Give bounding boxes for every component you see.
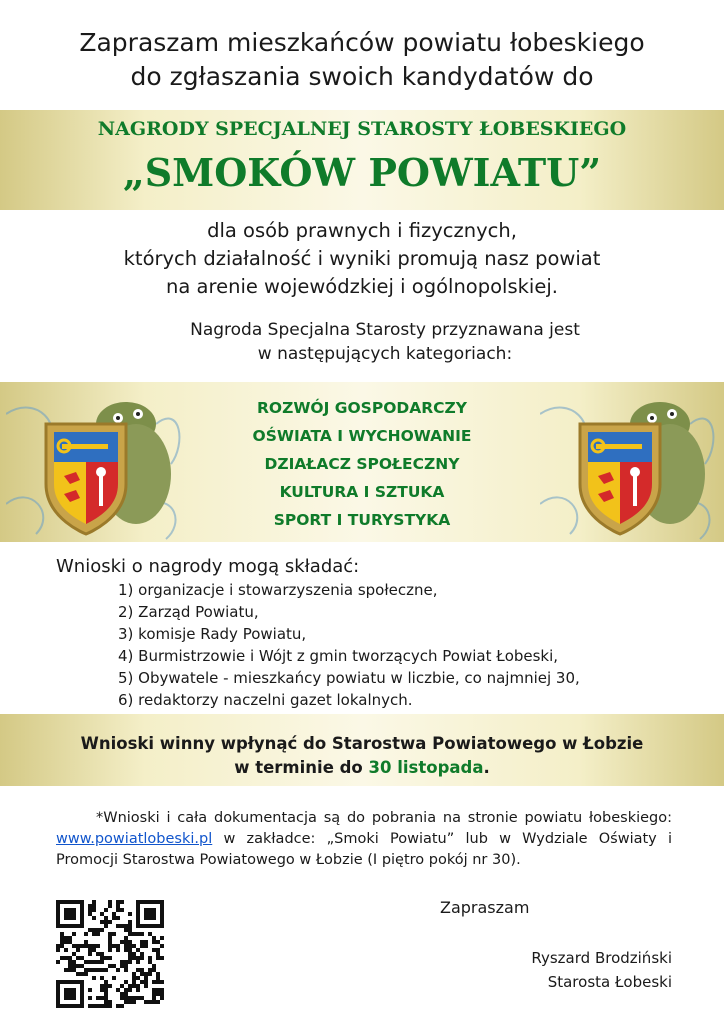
list-item: 2) Zarząd Powiatu,: [118, 603, 259, 621]
applicants-heading: Wnioski o nagrody mogą składać:: [56, 556, 360, 577]
award-title: NAGRODY SPECJALNEJ STAROSTY ŁOBESKIEGO: [97, 118, 627, 140]
list-item: 5) Obywatele - mieszkańcy powiatu w liczbie, co najmniej 30,: [118, 669, 580, 687]
purpose-line-2: których działalność i wyniki promują nasz powiat: [123, 247, 601, 270]
list-item: 3) komisje Rady Powiatu,: [118, 625, 307, 643]
coat-of-arms-icon: [46, 424, 126, 534]
list-item: 6) redaktorzy naczelni gazet lokalnych.: [118, 691, 413, 709]
categories-intro-line-2: w następujących kategoriach:: [257, 344, 513, 364]
deadline-line-1: Wnioski winny wpłynąć do Starostwa Powiatowego w Łobzie: [80, 734, 644, 753]
deadline-line-2: [0, 756, 724, 780]
category-item: KULTURA I SZTUKA: [279, 483, 445, 501]
deadline-text: [0, 732, 724, 780]
dragon-emblem-right: [540, 384, 720, 544]
intro-text: [0, 26, 724, 94]
award-name: „SMOKÓW POWIATU”: [122, 150, 602, 195]
deadline-date: 30 listopada: [368, 758, 484, 777]
category-item: DZIAŁACZ SPOŁECZNY: [264, 455, 460, 473]
list-item: 4) Burmistrzowie i Wójt z gmin tworzących Powiat Łobeski,: [118, 647, 559, 665]
purpose-text: [0, 217, 724, 301]
purpose-line-3: na arenie wojewódzkiej i ogólnopolskiej.: [166, 275, 558, 298]
signature-invite: Zapraszam: [440, 898, 530, 917]
deadline-prefix: w terminie do: [234, 758, 369, 777]
signature-role: Starosta Łobeski: [547, 973, 672, 991]
deadline-suffix: .: [483, 758, 490, 777]
qr-code-icon: [56, 900, 164, 1008]
signature-name: Ryszard Brodziński: [531, 949, 672, 967]
note-text-1: *Wnioski i cała dokumentacja są do pobrania na stronie powiatu łobeskiego:: [96, 810, 672, 826]
signature-block: [490, 946, 672, 994]
website-link[interactable]: www.powiatlobeski.pl: [56, 831, 213, 847]
intro-line-1: Zapraszam mieszkańców powiatu łobeskiego: [79, 28, 645, 57]
purpose-line-1: dla osób prawnych i fizycznych,: [207, 219, 517, 242]
applicants-list: [118, 579, 580, 711]
category-item: OŚWIATA I WYCHOWANIE: [252, 427, 472, 445]
categories-list: [200, 394, 524, 534]
categories-intro: [155, 318, 615, 366]
category-item: ROZWÓJ GOSPODARCZY: [256, 399, 468, 417]
coat-of-arms-icon: [580, 424, 660, 534]
documentation-note: [56, 808, 672, 871]
list-item: 1) organizacje i stowarzyszenia społeczne,: [118, 581, 438, 599]
dragon-emblem-left: [6, 384, 186, 544]
categories-intro-line-1: Nagroda Specjalna Starosty przyznawana jest: [190, 320, 580, 340]
category-item: SPORT I TURYSTYKA: [273, 511, 451, 529]
intro-line-2: do zgłaszania swoich kandydatów do: [130, 62, 594, 91]
note-text-2: w zakładce: „Smoki Powiatu” lub w Wydziale Oświaty i Promocji Starostwa Powiatowego w Łobzie (I piętro pokój nr 30).: [56, 831, 672, 868]
